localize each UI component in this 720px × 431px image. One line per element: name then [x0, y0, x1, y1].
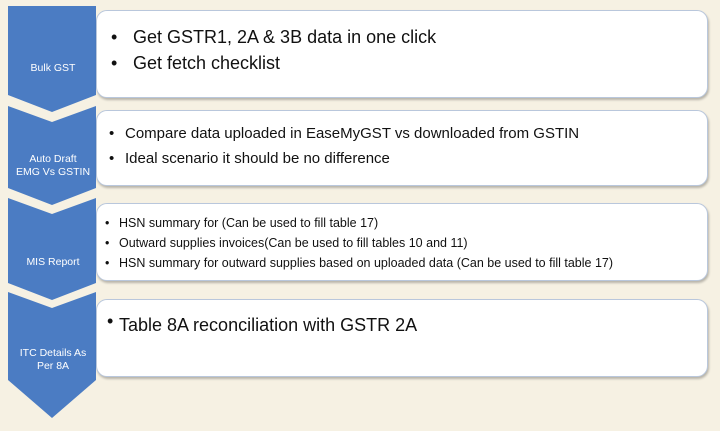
chevron-label-line: MIS Report [26, 256, 80, 268]
chevron-label-line: Per 8A [36, 360, 70, 372]
chevron-mis-report [8, 198, 96, 300]
chevron-label-line: ITC Details As [19, 347, 87, 359]
bullet-item: • Get GSTR1, 2A & 3B data in one click [133, 24, 707, 50]
content-box-mis-report [96, 203, 708, 281]
content-box-itc-details [96, 299, 708, 377]
content-box-auto-draft [96, 110, 708, 186]
bullet-item: • HSN summary for outward supplies based on uploaded data (Can be used to fill table 17) [119, 253, 707, 273]
bullet-list [97, 204, 707, 273]
bullet-list [97, 300, 707, 337]
content-box-bulk-gst [96, 10, 708, 98]
bullet-item: • HSN summary for (Can be used to fill table 17) [119, 213, 707, 233]
chevron-label-auto-draft [10, 153, 96, 179]
chevron-label-itc-details [10, 347, 96, 373]
bullet-item: • Compare data uploaded in EaseMyGST vs downloaded from GSTIN [125, 121, 707, 146]
chevron-bulk-gst [8, 6, 96, 112]
chevron-label-line: Bulk GST [30, 62, 76, 74]
bullet-list [97, 111, 707, 171]
bullet-item: • Table 8A reconciliation with GSTR 2A [119, 313, 707, 337]
bullet-list [97, 11, 707, 76]
chevron-label-line: EMG Vs GSTIN [15, 166, 91, 178]
chevron-label-mis-report [10, 256, 96, 269]
chevron-label-bulk-gst [10, 62, 96, 75]
chevron-label-line: Auto Draft [29, 153, 77, 165]
bullet-item: • Get fetch checklist [133, 50, 707, 76]
bullet-item: • Outward supplies invoices(Can be used to fill tables 10 and 11) [119, 233, 707, 253]
bullet-item: • Ideal scenario it should be no difference [125, 146, 707, 171]
